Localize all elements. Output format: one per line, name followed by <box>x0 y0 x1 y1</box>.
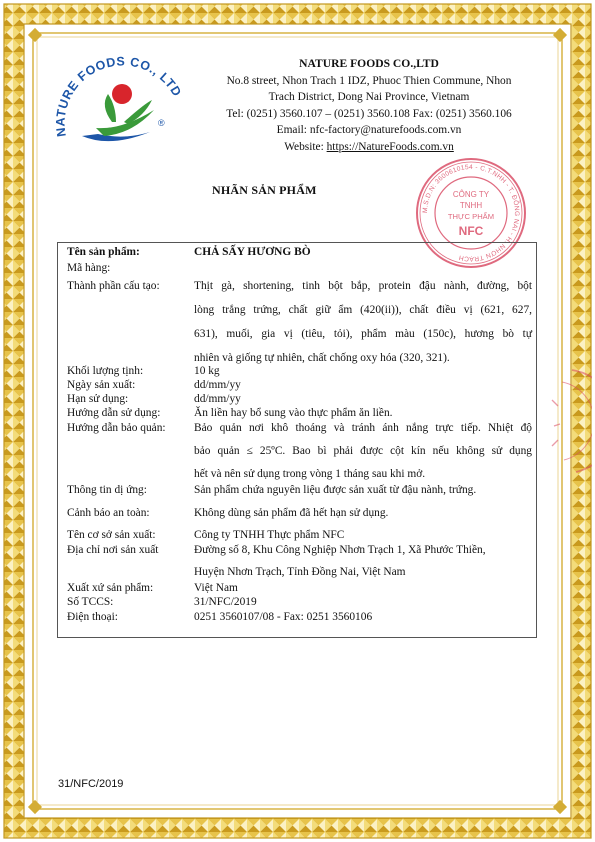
usage-label: Hướng dẫn sử dụng: <box>67 407 161 419</box>
company-phone: Tel: (0251) 3560.107 – (0251) 3560.108 Fax: (0251) 3560.106 <box>226 107 512 120</box>
usage-value: Ăn liền hay bổ sung vào thực phẩm ăn liền. <box>194 407 393 419</box>
ingredients-line: nhiên và giống tự nhiên, chất chống oxy hóa (320, 321). <box>194 352 450 364</box>
ingredients-label: Thành phần cấu tạo: <box>67 280 160 292</box>
company-address-line2: Trach District, Dong Nai Province, Vietnam <box>268 91 470 104</box>
tccs-label: Số TCCS: <box>67 596 114 608</box>
storage-line: bảo quản ≤ 25ºC. Bao bì phải được cột kín nếu không sử dụng <box>194 445 532 457</box>
company-header <box>196 56 542 156</box>
manufacture-date-value: dd/mm/yy <box>194 379 241 391</box>
origin-label: Xuất xứ sản phẩm: <box>67 582 154 594</box>
safety-warning-value: Không dùng sản phẩm đã hết hạn sử dụng. <box>194 507 389 519</box>
storage-label: Hướng dẫn bảo quản: <box>67 422 166 434</box>
origin-value: Việt Nam <box>194 582 238 594</box>
product-name-label: Tên sản phẩm: <box>67 246 140 258</box>
product-name-value: CHẢ SẤY HƯƠNG BÒ <box>194 246 311 258</box>
production-address-line: Đường số 8, Khu Công Nghiệp Nhơn Trạch 1, Xã Phước Thiền, <box>194 544 486 556</box>
ingredients-line: lòng trắng trứng, chất giữ ẩm (420(ii)), chất điều vị (621, 627, <box>194 304 532 316</box>
producer-value: Công ty TNHH Thực phẩm NFC <box>194 529 345 541</box>
stamp-ring-text: M.S.D.N: 3600610154 - C.T.NHH - T. ĐỒNG NAI - H. NHƠN TRẠCH <box>421 163 521 263</box>
company-logo <box>52 44 192 156</box>
company-name: NATURE FOODS CO.,LTD <box>299 57 439 70</box>
production-address-label: Địa chỉ nơi sản xuất <box>67 544 159 556</box>
phone-label: Điện thoại: <box>67 611 118 623</box>
expiry-date-value: dd/mm/yy <box>194 393 241 405</box>
product-code-label: Mã hàng: <box>67 262 111 274</box>
registered-mark: ® <box>158 118 165 128</box>
footer-document-code: 31/NFC/2019 <box>58 778 124 790</box>
company-website <box>196 139 542 156</box>
ingredients-line: 631), muối, gia vị (tiêu, tỏi), phẩm màu (150c), hương bò tự <box>194 328 532 340</box>
manufacture-date-label: Ngày sản xuất: <box>67 379 136 391</box>
stamp-line4: NFC <box>458 224 484 238</box>
stamp-line1: CÔNG TY <box>452 190 490 199</box>
net-weight-value: 10 kg <box>194 365 220 377</box>
website-link[interactable]: https://NatureFoods.com.vn <box>326 140 454 153</box>
stamp-line3: THỰC PHẨM <box>447 212 495 221</box>
document-title: NHÃN SẢN PHẨM <box>212 183 317 197</box>
phone-value: 0251 3560107/08 - Fax: 0251 3560106 <box>194 611 373 623</box>
net-weight-label: Khối lượng tịnh: <box>67 365 144 377</box>
ingredients-line: Thịt gà, shortening, tinh bột bắp, protein đậu nành, đường, bột <box>194 280 532 292</box>
stamp-line2: TNHH <box>459 201 483 210</box>
storage-line: Bảo quản nơi khô thoáng và tránh ánh nắng trực tiếp. Nhiệt độ <box>194 422 532 434</box>
company-email: Email: nfc-factory@naturefoods.com.vn <box>276 124 462 137</box>
production-address-line: Huyện Nhơn Trạch, Tỉnh Đồng Nai, Việt Nam <box>194 566 406 578</box>
allergy-value: Sản phẩm chứa nguyên liệu được sản xuất từ đậu nành, trứng. <box>194 484 477 496</box>
safety-warning-label: Cảnh báo an toàn: <box>67 507 150 519</box>
tccs-value: 31/NFC/2019 <box>194 596 257 608</box>
storage-line: hết và nên sử dụng trong vòng 1 tháng sau khi mở. <box>194 468 426 480</box>
producer-label: Tên cơ sở sản xuất: <box>67 529 156 541</box>
product-info-box <box>57 242 537 638</box>
logo-arc-text: NATURE FOODS CO., LTD <box>53 54 185 138</box>
allergy-label: Thông tin dị ứng: <box>67 484 147 496</box>
expiry-date-label: Hạn sử dụng: <box>67 393 129 405</box>
company-address-line1: No.8 street, Nhon Trach 1 IDZ, Phuoc Thien Commune, Nhon <box>226 74 512 87</box>
website-label: Website: <box>284 140 327 153</box>
partial-stamp-impression <box>532 366 592 476</box>
